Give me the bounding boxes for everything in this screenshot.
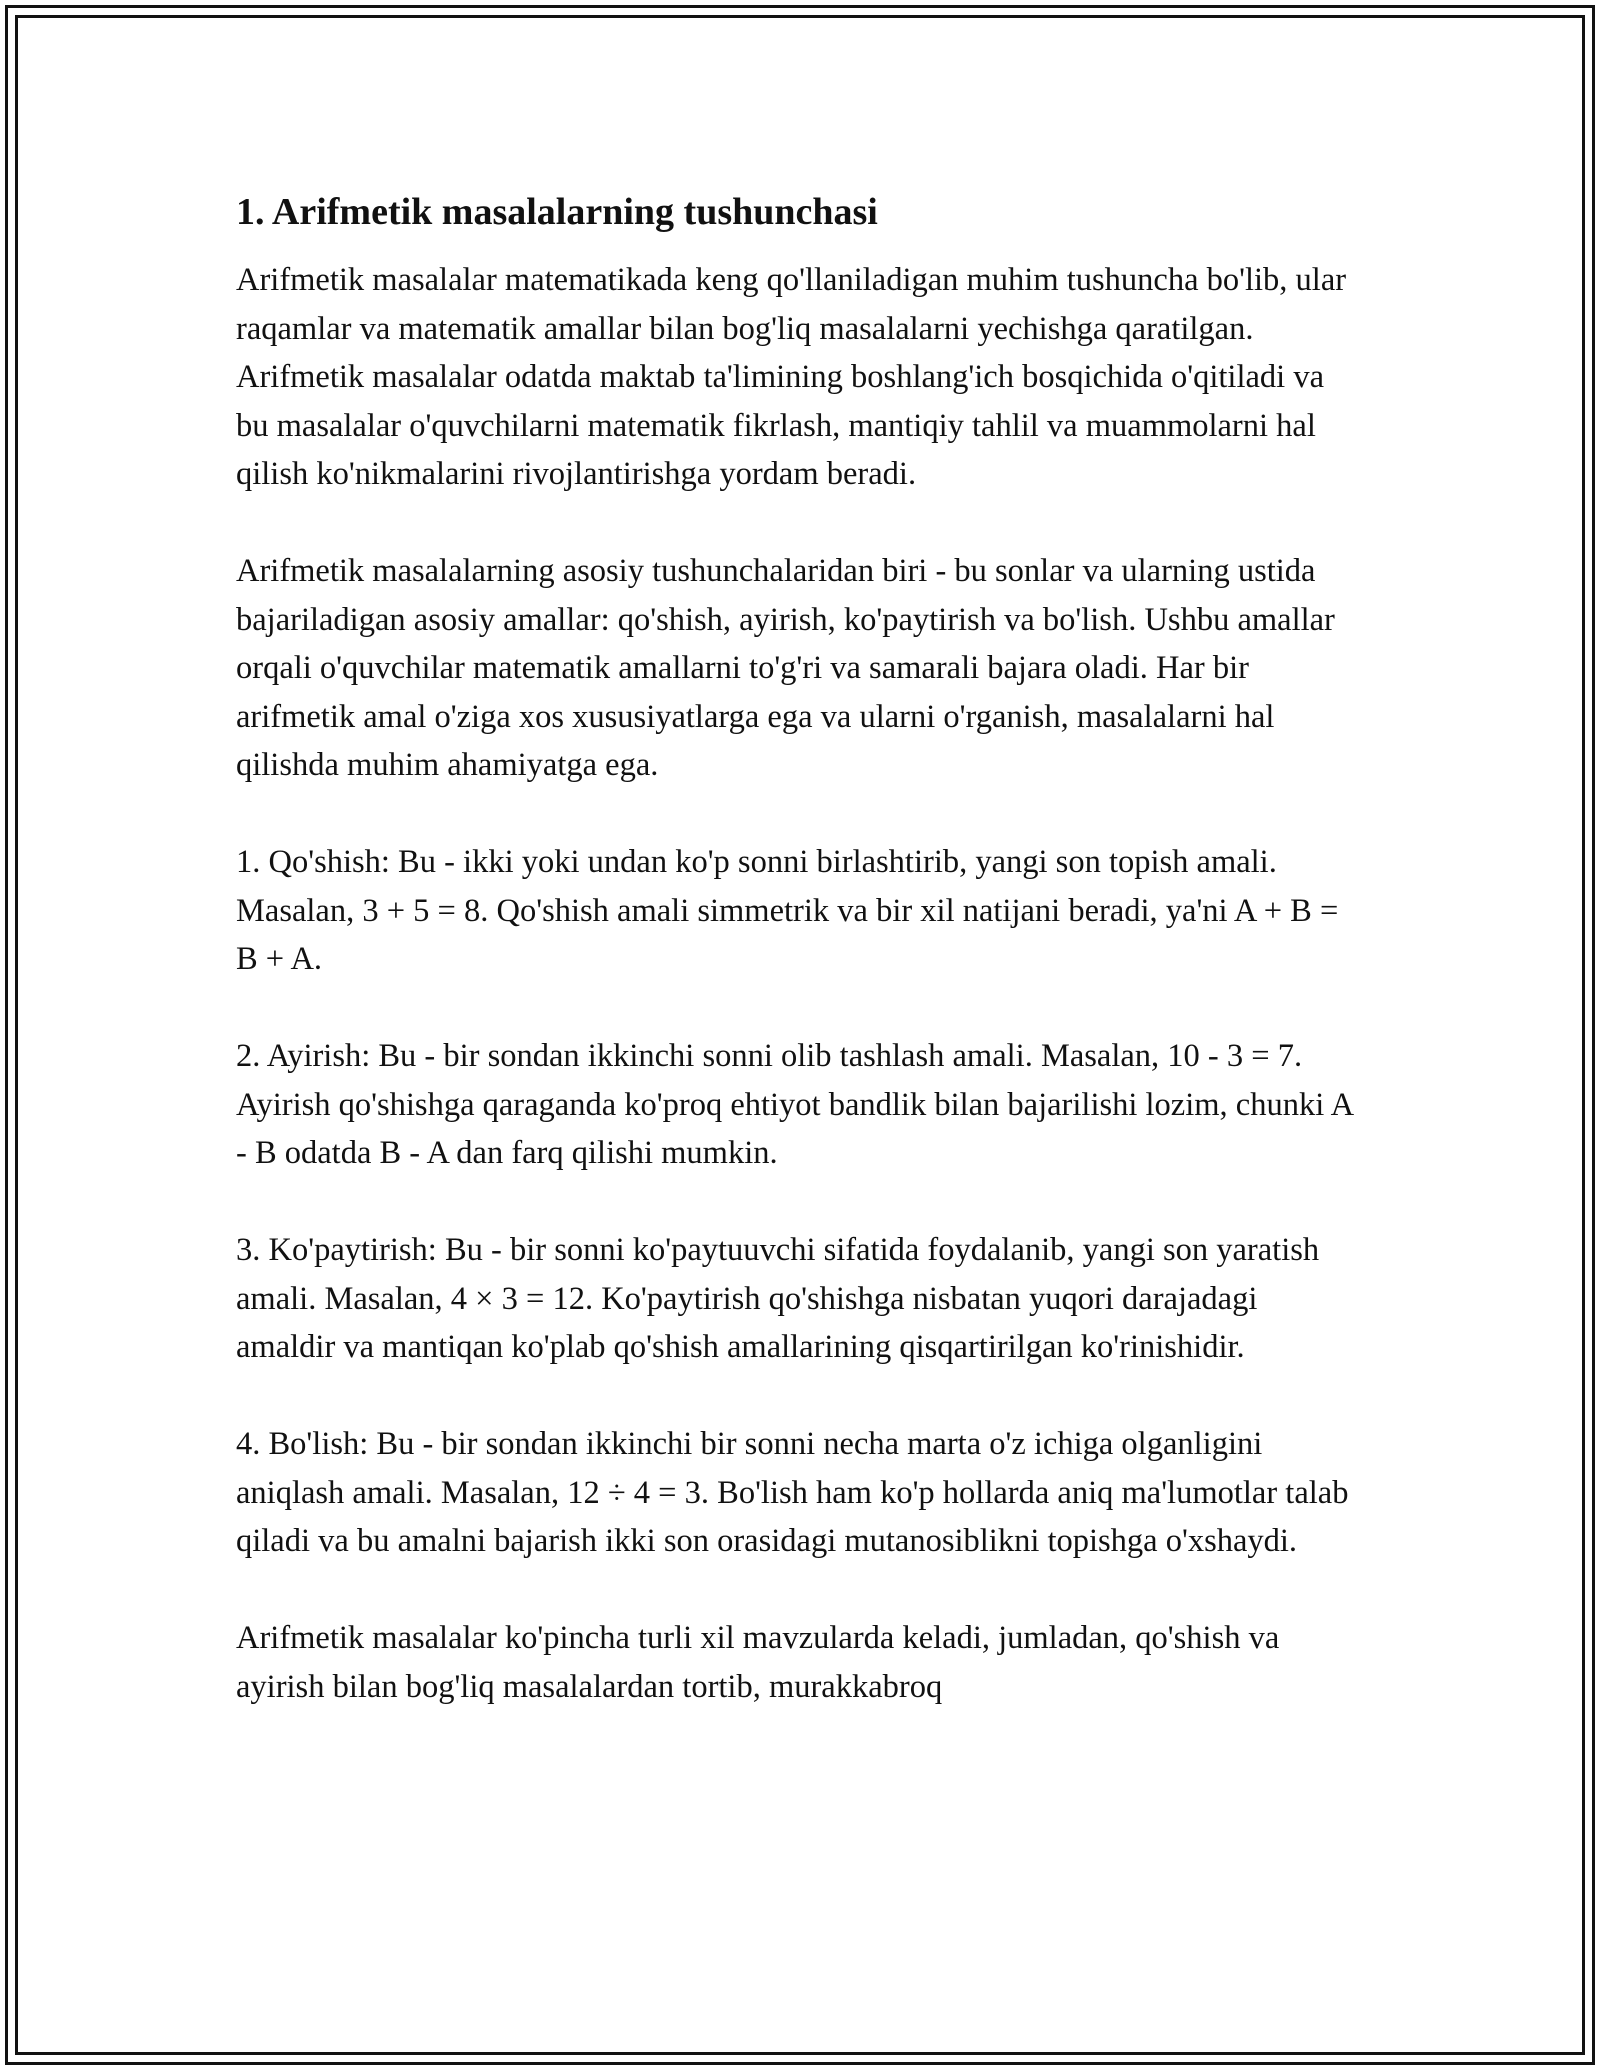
intro-paragraph: Arifmetik masalalar matematikada keng qo'llaniladigan muhim tushuncha bo'lib, ular raqamlar va matematik amallar bilan bog'liq masalalarni yechishga qaratilgan. Arifmetik masalalar odatda maktab ta'limining boshlang'ich bosqichida o'qitiladi va bu masalalar o'quvchilarni matematik fikrlash, mantiqiy tahlil va muammolarni hal qilish ko'nikmalarini rivojlantirishga yordam beradi. [236,262,1347,492]
multiplication-paragraph: 3. Ko'paytirish: Bu - bir sonni ko'paytuuvchi sifatida foydalanib, yangi son yaratish amali. Masalan, 4 × 3 = 12. Ko'paytirish qo'shishga nisbatan yuqori darajadagi amaldir va mantiqan ko'plab qo'shish amallarining qisqartirilgan ko'rinishidir. [236,1232,1320,1365]
closing-paragraph: Arifmetik masalalar ko'pincha turli xil mavzularda keladi, jumladan, qo'shish va ayirish bilan bog'liq masalalardan tortib, murakkabroq [236,1620,1280,1705]
division-paragraph: 4. Bo'lish: Bu - bir sondan ikkinchi bir sonni necha marta o'z ichiga olganligini aniqlash amali. Masalan, 12 ÷ 4 = 3. Bo'lish ham ko'p hollarda aniq ma'lumotlar talab qiladi va bu amalni bajarish ikki son orasidagi mutanosiblikni topishga o'xshaydi. [236,1426,1349,1559]
subtraction-paragraph: 2. Ayirish: Bu - bir sondan ikkinchi sonni olib tashlash amali. Masalan, 10 - 3 = 7. Ayirish qo'shishga qaraganda ko'proq ehtiyot bandlik bilan bajarilishi lozim, chunki A - B odatda B - A dan farq qilishi mumkin. [236,1038,1353,1171]
operations-paragraph: Arifmetik masalalarning asosiy tushunchalaridan biri - bu sonlar va ularning ustida bajariladigan asosiy amallar: qo'shish, ayirish, ko'paytirish va bo'lish. Ushbu amallar orqali o'quvchilar matematik amallarni to'g'ri va samarali bajara oladi. Har bir arifmetik amal o'ziga xos xususiyatlarga ega va ularni o'rganish, masalalarni hal qilishda muhim ahamiyatga ega. [236,553,1335,783]
addition-paragraph: 1. Qo'shish: Bu - ikki yoki undan ko'p sonni birlashtirib, yangi son topish amali. Masalan, 3 + 5 = 8. Qo'shish amali simmetrik va bir xil natijani beradi, ya'ni A + B = B + A. [236,844,1339,977]
document-body [236,186,1364,1760]
section-heading: 1. Arifmetik masalalarning tushunchasi [236,191,878,233]
